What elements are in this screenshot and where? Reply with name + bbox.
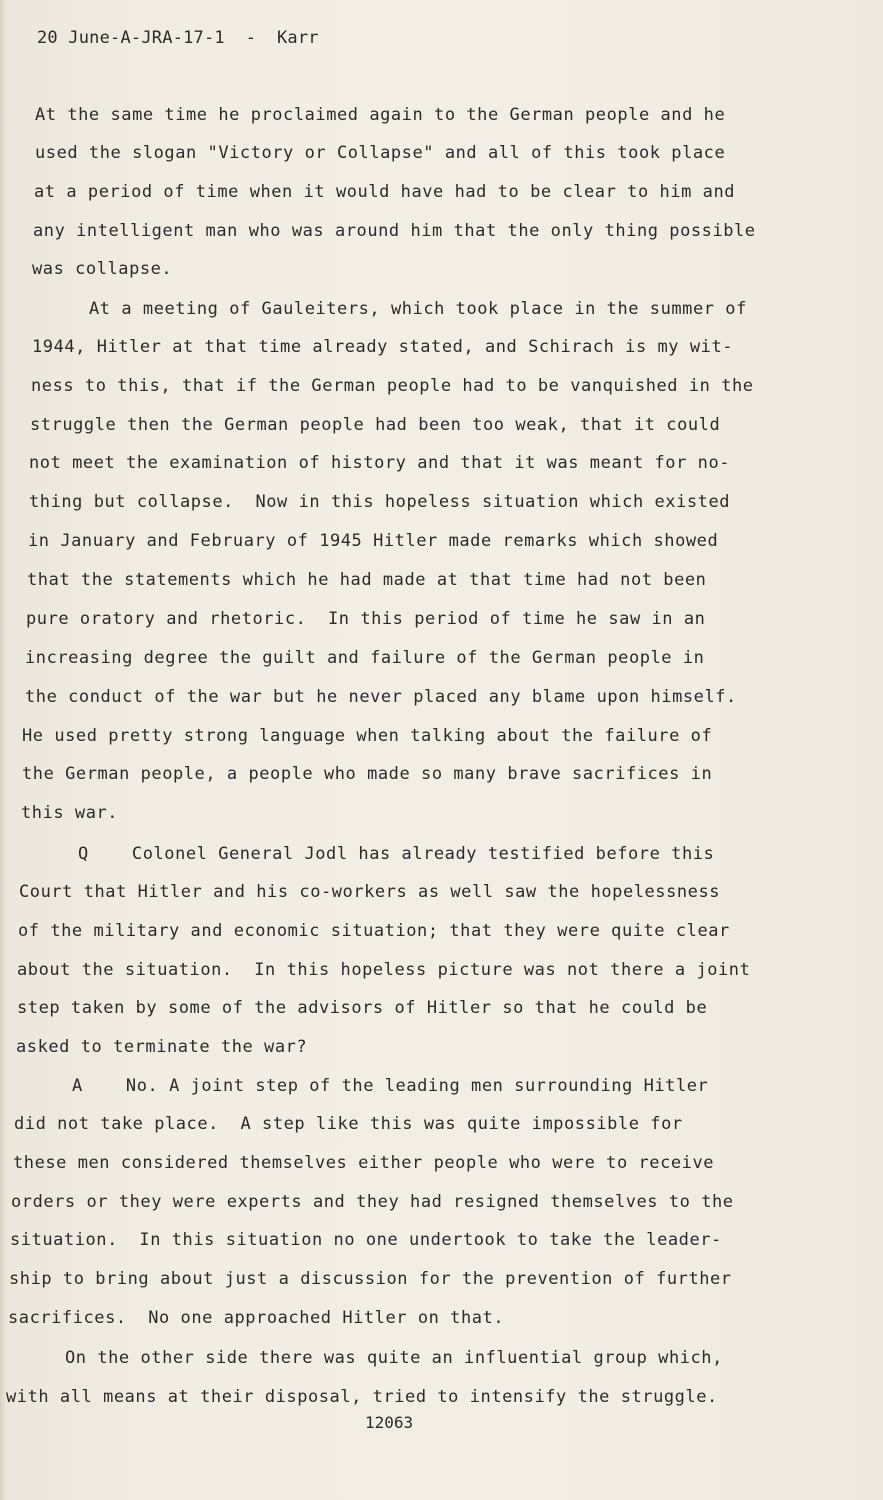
text-line: ness to this, that if the German people had to be vanquished in the <box>31 376 754 396</box>
text-line: ship to bring about just a discussion for the prevention of further <box>9 1269 732 1289</box>
text-line: with all means at their disposal, tried to intensify the struggle. <box>6 1387 718 1407</box>
text-line: sacrifices. No one approached Hitler on that. <box>8 1308 505 1328</box>
text-line: At the same time he proclaimed again to the German people and he <box>35 105 726 125</box>
text-line: He used pretty strong language when talking about the failure of <box>22 726 713 746</box>
text-line: asked to terminate the war? <box>16 1037 308 1057</box>
text-line: of the military and economic situation; that they were quite clear <box>18 921 730 941</box>
page-number: 12063 <box>365 1413 414 1432</box>
text-line: any intelligent man who was around him that the only thing possible <box>33 221 756 241</box>
text-line: situation. In this situation no one undertook to take the leader- <box>10 1230 722 1250</box>
text-line: A No. A joint step of the leading men surrounding Hitler <box>72 1076 709 1096</box>
text-line: that the statements which he had made at that time had not been <box>27 570 707 590</box>
text-line: pure oratory and rhetoric. In this period of time he saw in an <box>26 609 706 629</box>
text-line: increasing degree the guilt and failure of the German people in <box>25 648 705 668</box>
text-line: not meet the examination of history and that it was meant for no- <box>29 453 731 473</box>
text-line: in January and February of 1945 Hitler made remarks which showed <box>28 531 719 551</box>
text-line: this war. <box>21 803 119 823</box>
text-line: step taken by some of the advisors of Hitler so that he could be <box>17 998 708 1018</box>
text-line: the conduct of the war but he never placed any blame upon himself. <box>25 687 737 707</box>
text-line: the German people, a people who made so many brave sacrifices in <box>22 764 713 784</box>
text-line: about the situation. In this hopeless picture was not there a joint <box>17 960 751 980</box>
text-line: At a meeting of Gauleiters, which took place in the summer of <box>89 299 747 319</box>
text-line: orders or they were experts and they had resigned themselves to the <box>11 1192 734 1212</box>
text-line: did not take place. A step like this was quite impossible for <box>14 1114 683 1134</box>
text-line: 1944, Hitler at that time already stated, and Schirach is my wit- <box>32 337 734 357</box>
text-line: On the other side there was quite an influential group which, <box>65 1348 723 1368</box>
text-line: was collapse. <box>32 259 173 279</box>
text-line: Court that Hitler and his co-workers as well saw the hopelessness <box>19 882 721 902</box>
text-line: Q Colonel General Jodl has already testified before this <box>78 844 715 864</box>
text-line: these men considered themselves either people who were to receive <box>13 1153 715 1173</box>
page-header: 20 June-A-JRA-17-1 - Karr <box>37 28 319 48</box>
text-line: struggle then the German people had been too weak, that it could <box>30 415 721 435</box>
text-line: at a period of time when it would have had to be clear to him and <box>34 182 736 202</box>
text-line: thing but collapse. Now in this hopeless situation which existed <box>29 492 731 512</box>
text-line: used the slogan "Victory or Collapse" and all of this took place <box>35 143 726 163</box>
